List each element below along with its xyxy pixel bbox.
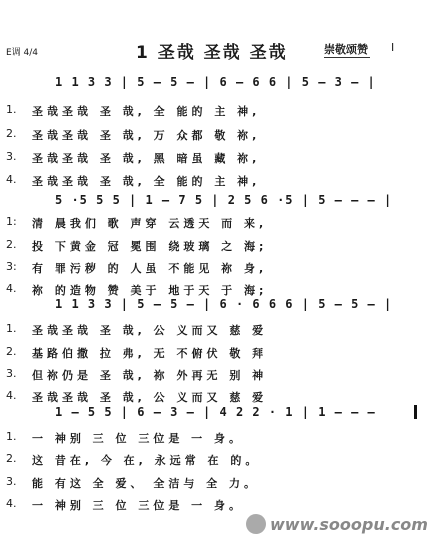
lyric-line [6,103,426,123]
notation-line-4: 1 — 5 5 | 6 — 3 — | 4 2 2 · 1 | 1 — — — [55,405,376,419]
lyric-text: 圣哉圣哉 圣 哉, 公 义而又 慈 爱 [32,391,268,404]
verse-number: 3: [6,260,17,273]
verse-number: 3. [6,367,17,380]
lyric-text: 圣哉圣哉 圣 哉, 公 义而又 慈 爱 [32,324,268,337]
lyric-line [6,173,426,193]
verse-number: 1. [6,103,17,116]
verse-number: 2. [6,452,17,465]
key-signature: E调 4/4 [6,48,39,58]
verse-number: 3. [6,150,17,163]
verse-number: 1. [6,430,17,443]
verse-number: 2. [6,345,17,358]
watermark: www.sooopu.com [270,515,428,534]
lyric-line [6,345,426,365]
verse-number: 4. [6,389,17,402]
lyric-line [6,322,426,342]
lyric-text: 圣哉圣哉 圣 哉, 万 众都 敬 祢, [32,129,261,142]
watermark-logo-icon [246,514,266,534]
lyric-text: 圣哉圣哉 圣 哉, 黑 暗虽 藏 祢, [32,152,261,165]
verse-number: 2. [6,238,17,251]
volume-mark: Ⅰ [391,41,395,54]
verse-number: 4. [6,282,17,295]
lyric-text: 这 昔在, 今 在, 永远常 在 的。 [32,454,261,467]
category-tag: 崇敬颂赞 [324,43,368,56]
verse-number: 4. [6,497,17,510]
lyric-text: 清 晨我们 歌 声穿 云透天 而 来, [32,217,268,230]
lyric-text: 基路伯撒 拉 弗, 无 不俯伏 敬 拜 [32,347,268,360]
notation-line-3: 1 1 3 3 | 5 — 5 — | 6 · 6 6 6 | 5 — 5 — | [55,297,393,311]
verse-number: 1. [6,322,17,335]
lyric-text: 一 神别 三 位 三位是 一 身。 [32,432,244,445]
hymn-title: 1 圣哉 圣哉 圣哉 [136,43,288,63]
lyric-text: 祢 的造物 赞 美于 地于天 于 海; [32,284,268,297]
notation-line-2: 5 ·5 5 5 | 1 — 7 5 | 2 5 6 ·5 | 5 — — — | [55,193,393,207]
lyric-line [6,127,426,147]
lyric-line [6,452,426,472]
lyric-text: 有 罪污秽 的 人虽 不能见 祢 身, [32,262,268,275]
lyric-line [6,475,426,495]
lyric-line [6,367,426,387]
lyric-line [6,215,426,235]
lyric-line [6,260,426,280]
lyric-text: 圣哉圣哉 圣 哉, 全 能的 主 神, [32,175,261,188]
lyric-line [6,430,426,450]
lyric-text: 一 神别 三 位 三位是 一 身。 [32,499,244,512]
lyric-line [6,497,426,517]
lyric-text: 投 下黄金 冠 冕围 绕玻璃 之 海; [32,240,268,253]
lyric-text: 但祢仍是 圣 哉, 祢 外再无 别 神 [32,369,268,382]
tag-underline [324,57,370,58]
verse-number: 4. [6,173,17,186]
lyric-line [6,238,426,258]
notation-line-1: 1 1 3 3 | 5 — 5 — | 6 — 6 6 | 5 — 3 — | [55,75,376,89]
verse-number: 2. [6,127,17,140]
final-barline [414,405,417,419]
lyric-text: 能 有这 全 爱、 全洁与 全 力。 [32,477,259,490]
lyric-line [6,150,426,170]
verse-number: 1: [6,215,17,228]
verse-number: 3. [6,475,17,488]
lyric-text: 圣哉圣哉 圣 哉, 全 能的 主 神, [32,105,261,118]
